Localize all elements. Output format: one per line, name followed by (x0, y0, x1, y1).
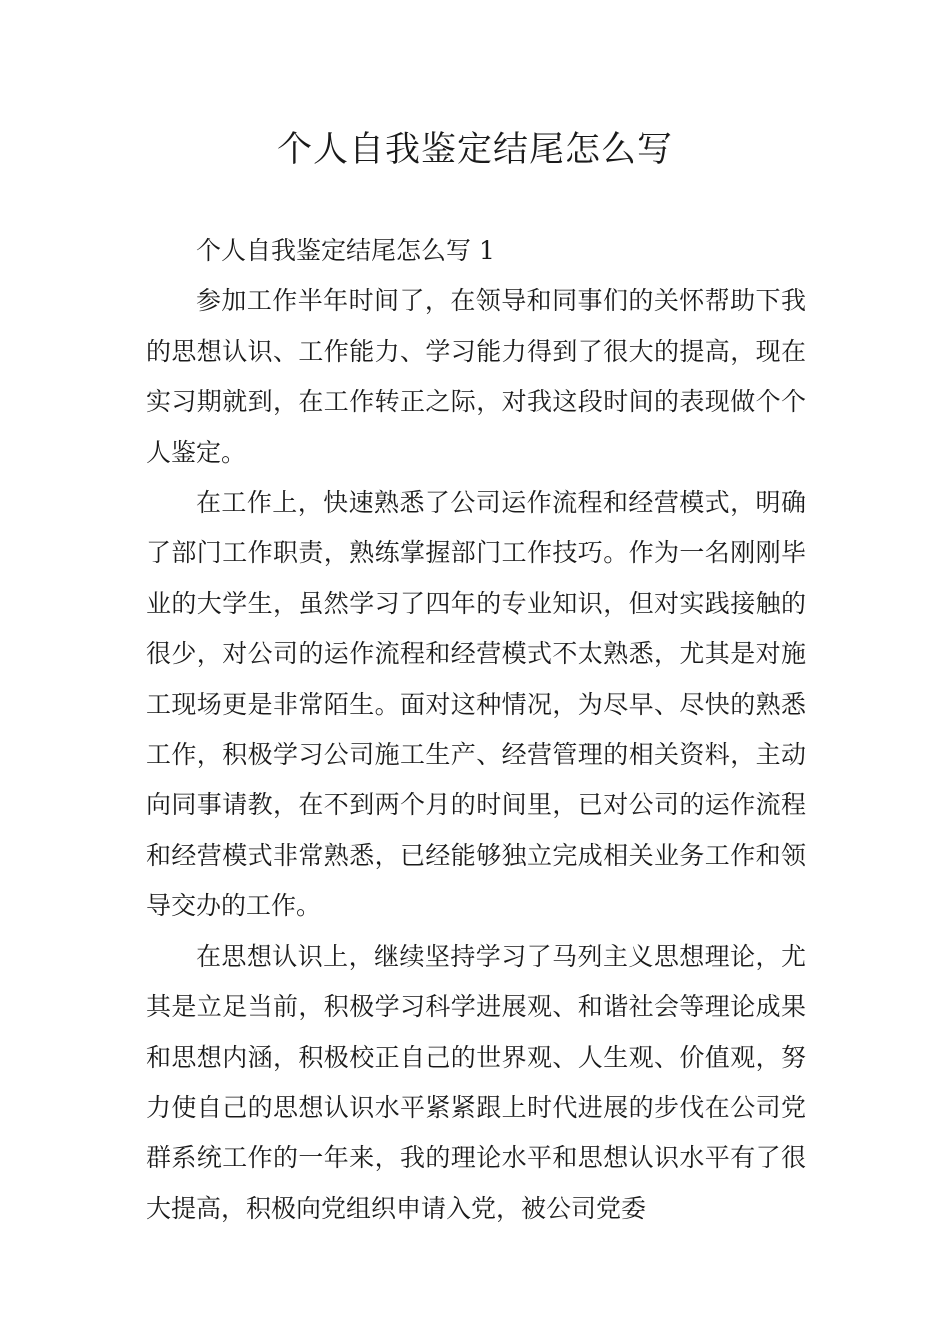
section-heading: 个人自我鉴定结尾怎么写 1 (196, 236, 495, 265)
paragraph-thought: 在思想认识上，继续坚持学习了马列主义思想理论，尤其是立足当前，积极学习科学进展观、和谐社会等理论成果和思想内涵，积极校正自己的世界观、人生观、价值观，努力使自己的思想认识水平紧紧跟上时代进展的步伐在公司党群系统工作的一年来，我的理论水平和思想认识水平有了很大提高，积极向党组织申请入党，被公司党委 (146, 941, 806, 1223)
document-title: 个人自我鉴定结尾怎么写 (276, 130, 673, 170)
paragraph-work: 在工作上，快速熟悉了公司运作流程和经营模式，明确了部门工作职责，熟练掌握部门工作技巧。作为一名刚刚毕业的大学生，虽然学习了四年的专业知识，但对实践接触的很少，对公司的运作流程和经营模式不太熟悉，尤其是对施工现场更是非常陌生。面对这种情况，为尽早、尽快的熟悉工作，积极学习公司施工生产、经营管理的相关资料，主动向同事请教，在不到两个月的时间里，已对公司的运作流程和经营模式非常熟悉，已经能够独立完成相关业务工作和领导交办的工作。 (146, 488, 806, 921)
paragraph-intro: 参加工作半年时间了，在领导和同事们的关怀帮助下我的思想认识、工作能力、学习能力得到了很大的提高，现在实习期就到，在工作转正之际，对我这段时间的表现做个个人鉴定。 (146, 286, 806, 467)
document-body (146, 226, 806, 1234)
